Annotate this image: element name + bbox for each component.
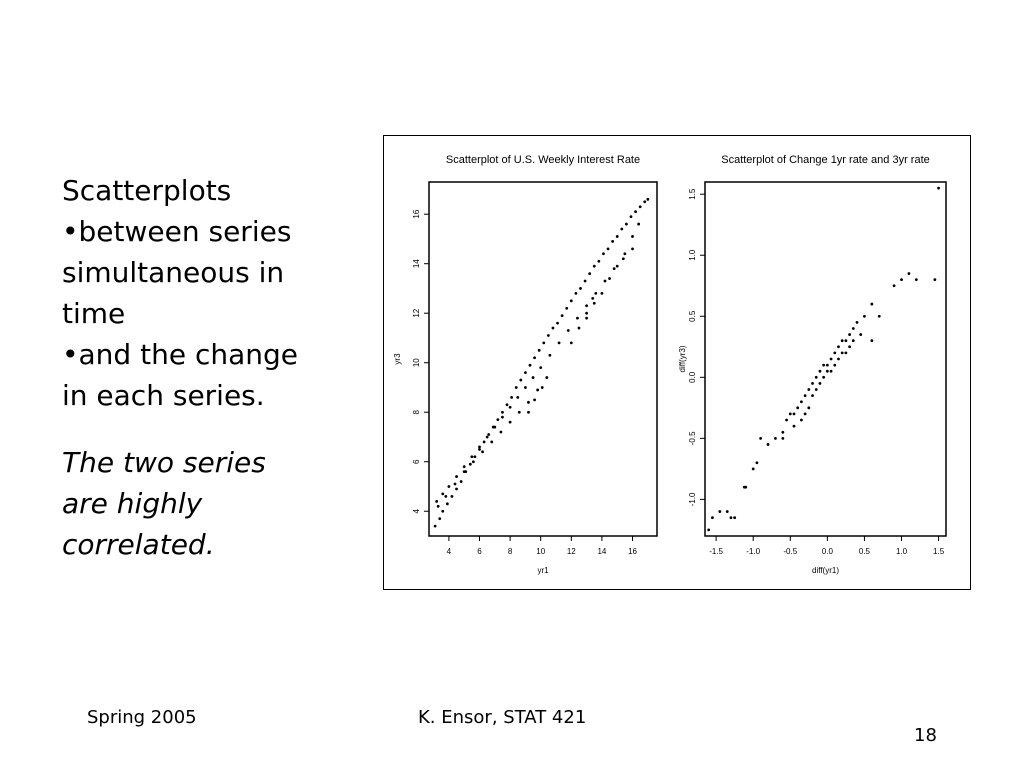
data-point (585, 317, 588, 320)
data-point (524, 386, 527, 389)
x-axis-label: yr1 (537, 566, 549, 575)
x-tick-label: -0.5 (783, 547, 798, 556)
data-point (637, 223, 640, 226)
plot-box (429, 182, 657, 536)
data-point (444, 495, 447, 498)
data-point (604, 280, 607, 283)
x-tick-label: 6 (477, 547, 482, 556)
data-point (804, 413, 807, 416)
data-point (744, 486, 747, 489)
data-point (524, 371, 527, 374)
data-point (841, 351, 844, 354)
x-tick-label: 1.5 (933, 547, 945, 556)
data-point (711, 516, 714, 519)
text-line: •and the change (62, 338, 298, 371)
data-point (878, 315, 881, 318)
data-point (510, 396, 513, 399)
x-tick-label: 4 (446, 547, 452, 556)
data-point (481, 450, 484, 453)
y-tick-label: 8 (412, 409, 421, 415)
data-point (500, 431, 503, 434)
data-point (811, 394, 814, 397)
footer-date: Spring 2005 (87, 707, 197, 728)
text-line: Scatterplots (62, 174, 232, 207)
data-point (516, 396, 519, 399)
data-point (552, 327, 555, 330)
data-point (819, 382, 822, 385)
data-point (833, 351, 836, 354)
data-point (781, 437, 784, 440)
data-point (620, 228, 623, 231)
data-point (611, 240, 614, 243)
data-point (807, 406, 810, 409)
data-point (623, 252, 626, 255)
data-point (506, 403, 509, 406)
italic-line: The two series (62, 446, 266, 479)
data-point (597, 260, 600, 263)
y-axis-label: yr3 (393, 353, 402, 365)
y-tick-label: 12 (412, 308, 421, 318)
italic-line: are highly (62, 487, 203, 520)
data-point (631, 235, 634, 238)
data-point (643, 200, 646, 203)
plot-box (705, 182, 946, 536)
data-point (752, 467, 755, 470)
data-point (781, 431, 784, 434)
data-point (576, 317, 579, 320)
y-tick-label: -0.5 (688, 431, 697, 446)
italic-line: correlated. (62, 528, 215, 561)
data-point (460, 480, 463, 483)
data-point (830, 370, 833, 373)
text-line: simultaneous in (62, 256, 285, 289)
data-point (496, 418, 499, 421)
data-point (593, 265, 596, 268)
data-point (900, 278, 903, 281)
data-point (556, 322, 559, 325)
data-point (726, 510, 729, 513)
data-point (815, 376, 818, 379)
data-point (585, 304, 588, 307)
data-point (870, 339, 873, 342)
data-point (478, 448, 481, 451)
data-point (501, 416, 504, 419)
data-point (532, 376, 535, 379)
data-point (548, 354, 551, 357)
data-point (793, 413, 796, 416)
chart-title: Scatterplot of U.S. Weekly Interest Rate (445, 154, 641, 166)
data-point (937, 187, 940, 190)
data-point (558, 342, 561, 345)
data-point (463, 470, 466, 473)
data-point (767, 443, 770, 446)
y-axis-label: diff(yr3) (678, 345, 687, 373)
figure-frame (383, 135, 971, 590)
data-point (585, 312, 588, 315)
data-point (567, 329, 570, 332)
data-point (933, 278, 936, 281)
data-point (472, 460, 475, 463)
data-point (759, 437, 762, 440)
data-point (608, 277, 611, 280)
text-line: •between series (62, 215, 292, 248)
data-point (527, 411, 530, 414)
data-point (574, 292, 577, 295)
data-point (579, 287, 582, 290)
data-point (756, 461, 759, 464)
data-point (822, 364, 825, 367)
page-number: 18 (914, 725, 937, 746)
data-point (515, 386, 518, 389)
data-point (533, 356, 536, 359)
data-point (915, 278, 918, 281)
data-point (601, 292, 604, 295)
data-point (486, 436, 489, 439)
data-point (469, 463, 472, 466)
data-point (616, 235, 619, 238)
data-point (509, 406, 512, 409)
data-point (435, 500, 438, 503)
data-point (774, 437, 777, 440)
x-axis-label: diff(yr1) (812, 566, 839, 575)
data-point (588, 272, 591, 275)
data-point (800, 400, 803, 403)
data-point (822, 376, 825, 379)
data-point (804, 394, 807, 397)
data-point (826, 364, 829, 367)
data-point (613, 267, 616, 270)
data-point (796, 406, 799, 409)
data-point (718, 510, 721, 513)
data-point (630, 215, 633, 218)
x-tick-label: 1.0 (895, 547, 908, 556)
x-tick-label: 16 (628, 547, 637, 556)
data-point (730, 516, 733, 519)
data-point (841, 339, 844, 342)
y-tick-label: 6 (412, 459, 421, 464)
x-tick-label: 0.0 (821, 547, 833, 556)
y-tick-label: 16 (412, 209, 421, 219)
footer-author: K. Ensor, STAT 421 (418, 707, 587, 728)
y-tick-label: 14 (412, 259, 421, 269)
data-point (852, 327, 855, 330)
data-point (538, 349, 541, 352)
data-point (536, 389, 539, 392)
data-point (616, 265, 619, 268)
data-point (622, 257, 625, 260)
data-point (833, 364, 836, 367)
y-tick-label: 4 (412, 509, 421, 514)
slide-text (62, 170, 362, 565)
data-point (863, 315, 866, 318)
data-point (844, 339, 847, 342)
data-point (529, 364, 532, 367)
data-point (478, 445, 481, 448)
data-point (570, 299, 573, 302)
data-point (446, 502, 449, 505)
data-point (848, 333, 851, 336)
data-point (547, 334, 550, 337)
data-point (437, 505, 440, 508)
data-point (594, 292, 597, 295)
y-tick-label: 1.5 (688, 188, 697, 200)
data-point (470, 455, 473, 458)
data-point (625, 223, 628, 226)
data-point (793, 425, 796, 428)
data-point (539, 366, 542, 369)
x-tick-label: 14 (597, 547, 607, 556)
data-point (454, 483, 457, 486)
x-tick-label: -1.0 (746, 547, 761, 556)
data-point (807, 388, 810, 391)
y-tick-label: 0.0 (688, 371, 697, 383)
x-tick-label: 10 (536, 547, 546, 556)
data-point (908, 272, 911, 275)
data-point (646, 198, 649, 201)
x-tick-label: 12 (566, 547, 576, 556)
data-point (519, 379, 522, 382)
data-point (819, 370, 822, 373)
data-point (837, 358, 840, 361)
y-tick-label: -1.0 (688, 492, 697, 507)
data-point (859, 333, 862, 336)
data-point (593, 302, 596, 305)
data-point (639, 205, 642, 208)
data-point (483, 441, 486, 444)
data-point (856, 321, 859, 324)
data-point (826, 370, 829, 373)
data-point (545, 376, 548, 379)
x-tick-label: 0.5 (858, 547, 870, 556)
data-point (591, 297, 594, 300)
data-point (848, 345, 851, 348)
data-point (487, 433, 490, 436)
data-point (490, 441, 493, 444)
data-point (533, 398, 536, 401)
data-point (578, 327, 581, 330)
data-point (830, 358, 833, 361)
scatterplots-svg (384, 136, 972, 591)
data-point (455, 475, 458, 478)
text-line: time (62, 297, 126, 330)
data-point (451, 495, 454, 498)
data-point (518, 411, 521, 414)
data-point (800, 419, 803, 422)
data-point (707, 528, 710, 531)
x-tick-label: -1.5 (709, 547, 724, 556)
data-point (561, 314, 564, 317)
x-tick-label: 8 (507, 547, 513, 556)
data-point (565, 307, 568, 310)
data-point (493, 426, 496, 429)
data-point (844, 351, 847, 354)
y-tick-label: 10 (412, 358, 421, 368)
data-point (447, 485, 450, 488)
data-point (733, 516, 736, 519)
data-point (602, 252, 605, 255)
spacer (62, 416, 362, 442)
data-point (441, 493, 444, 496)
data-point (631, 247, 634, 250)
data-point (434, 525, 437, 528)
data-point (501, 411, 504, 414)
data-point (634, 210, 637, 213)
data-point (542, 342, 545, 345)
data-point (570, 342, 573, 345)
data-point (438, 517, 441, 520)
data-point (837, 345, 840, 348)
data-point (893, 284, 896, 287)
data-point (852, 339, 855, 342)
data-point (474, 455, 477, 458)
data-point (527, 401, 530, 404)
data-point (455, 488, 458, 491)
data-point (815, 388, 818, 391)
data-point (541, 386, 544, 389)
data-point (811, 382, 814, 385)
data-point (584, 280, 587, 283)
y-tick-label: 0.5 (688, 310, 697, 322)
data-point (870, 303, 873, 306)
data-point (789, 413, 792, 416)
text-line: in each series. (62, 379, 265, 412)
data-point (441, 510, 444, 513)
data-point (607, 247, 610, 250)
data-point (785, 419, 788, 422)
chart-title: Scatterplot of Change 1yr rate and 3yr rate (721, 154, 930, 166)
y-tick-label: 1.0 (688, 249, 697, 261)
data-point (509, 421, 512, 424)
data-point (463, 465, 466, 468)
